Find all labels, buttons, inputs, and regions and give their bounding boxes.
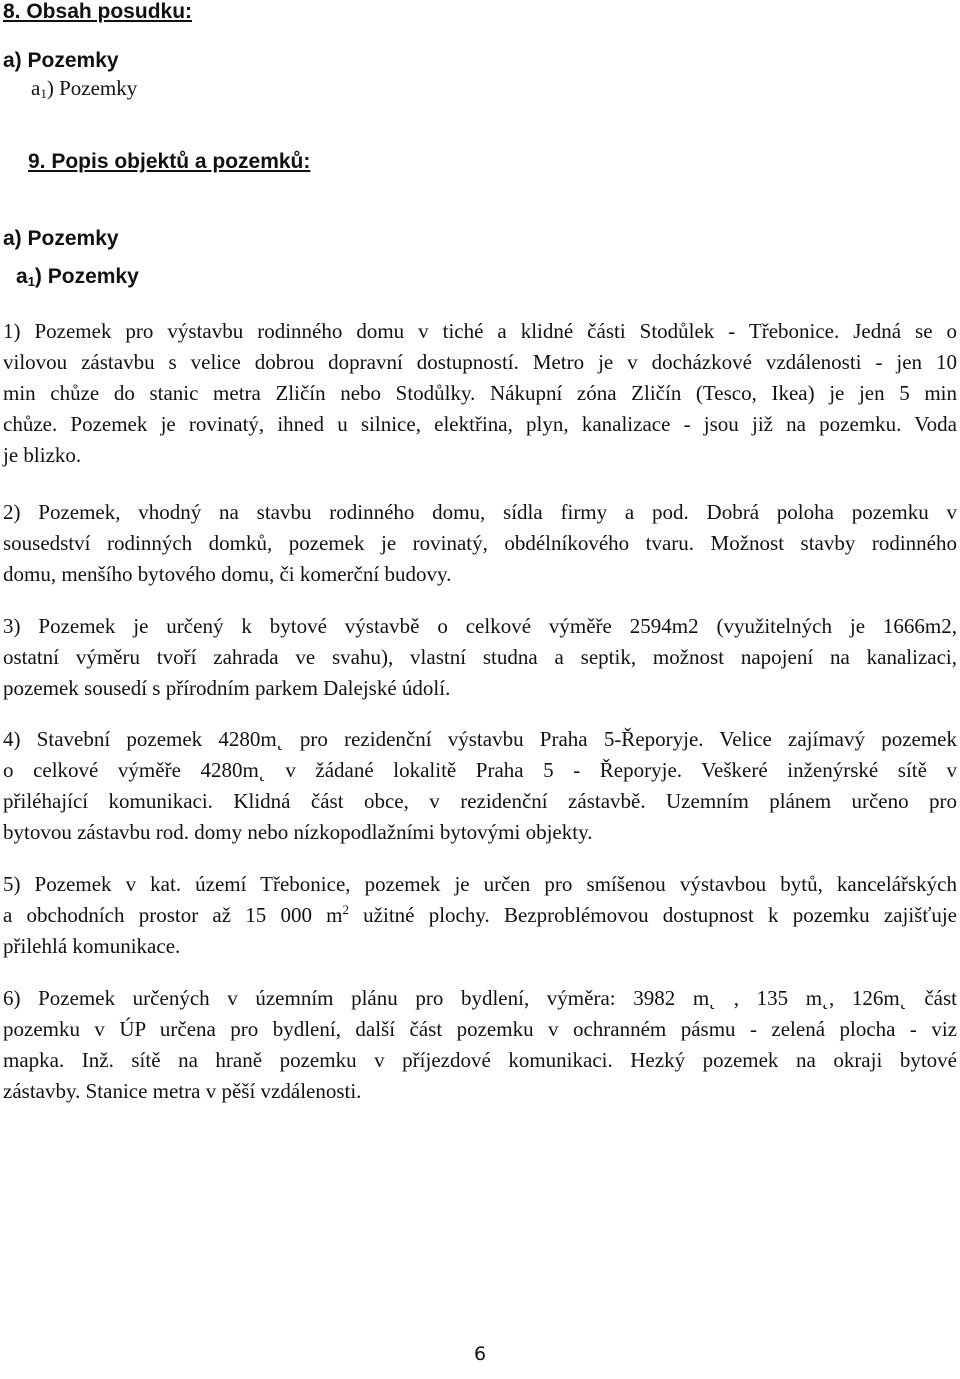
- paragraph-line: 1) Pozemek pro výstavbu rodinného domu v tiché a klidné části Stodůlek - Třebonice. Jedná se o: [3, 319, 957, 343]
- page-number: 6: [473, 1343, 487, 1365]
- paragraph-line: ostatní výměru tvoří zahrada ve svahu), vlastní studna a septik, možnost napojení na kanalizaci,: [3, 645, 957, 669]
- item-a1-suffix: ) Pozemky: [46, 76, 138, 100]
- section-8-item-a1: [31, 76, 137, 101]
- paragraph-2: [3, 497, 957, 590]
- line-segment: užitné plochy. Bezproblémovou dostupnost k pozemku zajišťuje: [348, 903, 957, 927]
- paragraph-line: 5) Pozemek v kat. území Třebonice, pozemek je určen pro smíšenou výstavbou bytů, kancelářských: [3, 872, 957, 896]
- section-9-heading: [28, 150, 310, 174]
- paragraph-line: mapka. Inž. sítě na hraně pozemku v příjezdové komunikaci. Hezký pozemek na okraji bytové: [3, 1048, 957, 1072]
- paragraph-6: [3, 983, 957, 1107]
- superscript: 2: [342, 902, 349, 917]
- paragraph-line: 2) Pozemek, vhodný na stavbu rodinného domu, sídla firmy a pod. Dobrá poloha pozemku v: [3, 500, 957, 524]
- paragraph-line: domu, menšího bytového domu, či komerční budovy.: [3, 562, 452, 586]
- section-9-heading-text: 9. Popis objektů a pozemků:: [28, 150, 311, 173]
- item-a1-prefix: a: [16, 265, 28, 288]
- paragraph-line: o celkové výměře 4280m˛ v žádané lokalitě Praha 5 - Řeporyje. Veškeré inženýrské sítě v: [3, 758, 957, 782]
- paragraph-line: přiléhající komunikaci. Klidná část obce, v rezidenční zástavbě. Uzemním plánem určeno pro: [3, 789, 957, 813]
- section-9-item-a1: [16, 265, 139, 289]
- item-a1-subscript: 1: [40, 86, 47, 101]
- paragraph-line: vilovou zástavbu s velice dobrou dopravní dostupností. Metro je v docházkové vzdálenosti - jen 10: [3, 350, 957, 374]
- section-8-heading: [3, 0, 192, 24]
- section-8-item-a: a) Pozemky: [3, 49, 119, 72]
- paragraph-3: [3, 611, 957, 704]
- paragraph-line: zástavby. Stanice metra v pěší vzdálenosti.: [3, 1079, 362, 1103]
- paragraph-line: je blizko.: [3, 443, 82, 467]
- paragraph-line: 3) Pozemek je určený k bytové výstavbě o celkové výměře 2594m2 (využitelných je 1666m2,: [3, 614, 957, 638]
- item-a1-subscript: 1: [27, 274, 35, 289]
- paragraph-line: pozemku v ÚP určena pro bydlení, další část pozemku v ochranném pásmu - zelená plocha - viz: [3, 1017, 957, 1041]
- paragraph-1: [3, 316, 957, 471]
- paragraph-line: pozemek sousedí s přírodním parkem Dalejské údolí.: [3, 676, 451, 700]
- paragraph-line: sousedství rodinných domků, pozemek je rovinatý, obdélníkového tvaru. Možnost stavby rodinného: [3, 531, 957, 555]
- paragraph-5: [3, 869, 957, 962]
- paragraph-line: chůze. Pozemek je rovinatý, ihned u silnice, elektřina, plyn, kanalizace - jsou již na pozemku. Voda: [3, 412, 957, 436]
- section-9-item-a: a) Pozemky: [3, 227, 119, 250]
- item-a1-suffix: ) Pozemky: [34, 265, 139, 288]
- item-a1-prefix: a: [31, 76, 41, 100]
- paragraph-line: [3, 900, 957, 931]
- line-segment: a obchodních prostor až 15 000 m: [3, 903, 343, 927]
- paragraph-line: min chůze do stanic metra Zličín nebo Stodůlky. Nákupní zóna Zličín (Tesco, Ikea) je jen 5 min: [3, 381, 957, 405]
- paragraph-line: 6) Pozemek určených v územním plánu pro bydlení, výměra: 3982 m˛ , 135 m˛, 126m˛ část: [3, 986, 957, 1010]
- section-8-heading-text: 8. Obsah posudku:: [3, 0, 193, 23]
- paragraph-line: bytovou zástavbu rod. domy nebo nízkopodlažními bytovými objekty.: [3, 820, 593, 844]
- paragraph-line: 4) Stavební pozemek 4280m˛ pro rezidenční výstavbu Praha 5-Řeporyje. Velice zajímavý pozemek: [3, 727, 957, 751]
- paragraph-line: přilehlá komunikace.: [3, 934, 181, 958]
- paragraph-4: [3, 724, 957, 848]
